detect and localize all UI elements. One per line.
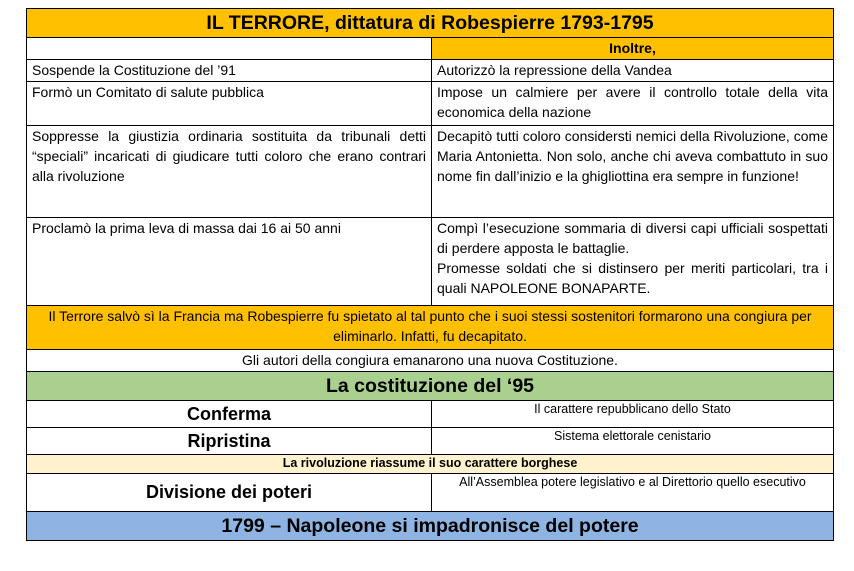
conspiracy-note: Gli autori della congiura emanarono una nuova Costituzione. bbox=[27, 350, 834, 372]
table-title: IL TERRORE, dittatura di Robespierre 1793-1795 bbox=[27, 9, 834, 38]
conferma-label: Conferma bbox=[27, 401, 432, 428]
left-cell: Formò un Comitato di salute pubblica bbox=[27, 82, 432, 126]
right-cell: Autorizzò la repressione della Vandea bbox=[432, 60, 834, 82]
ripristina-label: Ripristina bbox=[27, 428, 432, 455]
footer-napoleon: 1799 – Napoleone si impadronisce del potere bbox=[27, 512, 834, 541]
table-row bbox=[27, 218, 834, 306]
right-cell: Decapitò tutti coloro considersti nemici della Rivoluzione, come Maria Antonietta. Non solo, anche chi aveva combattuto in suo nome fin dall’inizio e la ghigliottina era sempre in funzione! bbox=[432, 126, 834, 218]
divisione-value: All’Assemblea potere legislativo e al Direttorio quello esecutivo bbox=[432, 474, 834, 512]
right-cell bbox=[432, 218, 834, 306]
left-cell: Soppresse la giustizia ordinaria sostituita da tribunali detti “speciali” incaricati di giudicare tutti coloro che erano contrari alla rivoluzione bbox=[27, 126, 432, 218]
ripristina-value: Sistema elettorale cenistario bbox=[432, 428, 834, 455]
divisione-label: Divisione dei poteri bbox=[27, 474, 432, 512]
right-column-header: Inoltre, bbox=[432, 38, 834, 60]
table-row bbox=[27, 60, 834, 82]
table-row bbox=[27, 82, 834, 126]
right-cell-paragraph: Promesse soldati che si distinsero per meriti particolari, tra i quali NAPOLEONE BONAPARTE. bbox=[437, 260, 829, 296]
right-cell: Impose un calmiere per avere il controllo totale della vita economica della nazione bbox=[432, 82, 834, 126]
section-title-constitution: La costituzione del ‘95 bbox=[27, 372, 834, 401]
history-table bbox=[26, 8, 834, 541]
conferma-value: Il carattere repubblicano dello Stato bbox=[432, 401, 834, 428]
left-cell: Proclamò la prima leva di massa dai 16 ai 50 anni bbox=[27, 218, 432, 306]
right-cell-paragraph: Compì l’esecuzione sommaria di diversi capi ufficiali sospettati di perdere apposta le battaglie. bbox=[437, 220, 829, 256]
table-row bbox=[27, 126, 834, 218]
summary-row: Il Terrore salvò sì la Francia ma Robespierre fu spietato al tal punto che i suoi stessi sostenitori formarono una congiura per eliminarlo. Infatti, fu decapitato. bbox=[27, 306, 834, 350]
header-empty-cell bbox=[27, 38, 432, 60]
bourgeois-note: La rivoluzione riassume il suo carattere borghese bbox=[27, 455, 834, 474]
left-cell: Sospende la Costituzione del ’91 bbox=[27, 60, 432, 82]
